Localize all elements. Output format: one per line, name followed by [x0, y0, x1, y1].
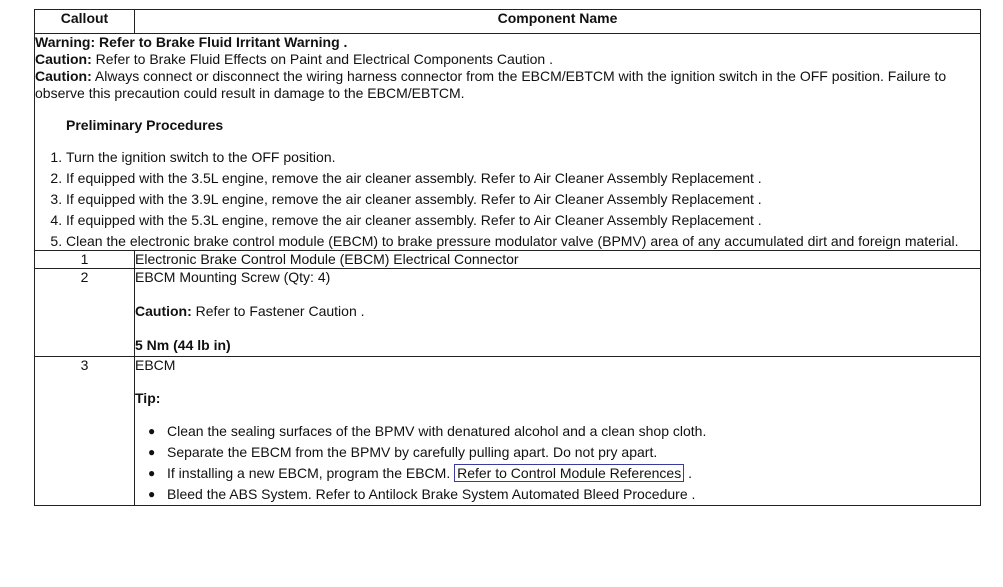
list-item — [148, 423, 980, 440]
component-name: Electronic Brake Control Module (EBCM) Electrical Connector — [135, 251, 981, 269]
preliminary-step: 4. If equipped with the 5.3L engine, remove the air cleaner assembly. Refer to Air Cleaner Assembly Replacement . — [66, 212, 980, 229]
tip-text: Clean the sealing surfaces of the BPMV with denatured alcohol and a clean shop cloth. — [167, 423, 707, 439]
table-row — [35, 357, 981, 506]
warning-text: Refer to Brake Fluid Irritant Warning . — [95, 34, 348, 50]
caution-label-2: Caution: — [35, 68, 92, 84]
bullet-icon: ● — [148, 466, 156, 480]
header-component-name: Component Name — [135, 10, 981, 34]
preliminary-step: 2. If equipped with the 3.5L engine, remove the air cleaner assembly. Refer to Air Cleaner Assembly Replacement . — [66, 170, 980, 187]
component-name: EBCM — [135, 357, 176, 373]
torque-spec: 5 Nm (44 lb in) — [135, 337, 231, 353]
fastener-caution — [135, 303, 980, 320]
tip-text: . — [684, 465, 692, 481]
header-row — [35, 10, 981, 34]
table-row — [35, 269, 981, 357]
tip-text: Separate the EBCM from the BPMV by carefully pulling apart. Do not pry apart. — [167, 444, 658, 460]
caution-text-2: Always connect or disconnect the wiring harness connector from the EBCM/EBTCM with the ignition switch in the OFF position. Failure to observe this precaution could result in damage to the EBCM/EBTCM. — [35, 68, 947, 101]
caution-line-1 — [35, 51, 980, 68]
preliminary-step: 5. Clean the electronic brake control module (EBCM) to brake pressure modulator valve (BPMV) area of any accumulated dirt and foreign material. — [66, 233, 980, 250]
preliminary-step: 3. If equipped with the 3.9L engine, remove the air cleaner assembly. Refer to Air Cleaner Assembly Replacement . — [66, 191, 980, 208]
tips-list — [135, 423, 980, 503]
caution-label: Caution: — [135, 303, 192, 319]
tip-label: Tip: — [135, 390, 161, 406]
bullet-icon: ● — [148, 487, 156, 501]
notes-cell — [35, 34, 981, 251]
component-cell — [135, 357, 981, 506]
header-callout: Callout — [35, 10, 135, 34]
list-item — [148, 444, 980, 461]
caution-line-2 — [35, 68, 980, 102]
warning-line — [35, 34, 980, 51]
preliminary-procedures-heading: Preliminary Procedures — [66, 117, 224, 133]
list-item — [148, 465, 980, 482]
tip-text: If installing a new EBCM, program the EBCM. — [167, 465, 455, 481]
component-name: EBCM Mounting Screw (Qty: 4) — [135, 269, 331, 285]
notes-row — [35, 34, 981, 251]
list-item — [148, 486, 980, 503]
component-cell — [135, 269, 981, 357]
procedure-table — [34, 9, 981, 506]
bullet-icon: ● — [148, 424, 156, 438]
caution-text: Refer to Fastener Caution . — [191, 303, 365, 319]
warning-label: Warning: — [35, 34, 96, 50]
tip-text: Bleed the ABS System. Refer to Antilock Brake System Automated Bleed Procedure . — [167, 486, 696, 502]
preliminary-steps-list — [35, 149, 980, 250]
caution-label-1: Caution: — [35, 51, 92, 67]
preliminary-step: 1. Turn the ignition switch to the OFF position. — [66, 149, 980, 166]
callout-number: 1 — [35, 251, 135, 269]
caution-text-1: Refer to Brake Fluid Effects on Paint and Electrical Components Caution . — [91, 51, 553, 67]
control-module-references-link[interactable]: Refer to Control Module References — [454, 464, 684, 482]
table-row — [35, 251, 981, 269]
callout-number: 3 — [35, 357, 135, 506]
callout-number: 2 — [35, 269, 135, 357]
bullet-icon: ● — [148, 445, 156, 459]
